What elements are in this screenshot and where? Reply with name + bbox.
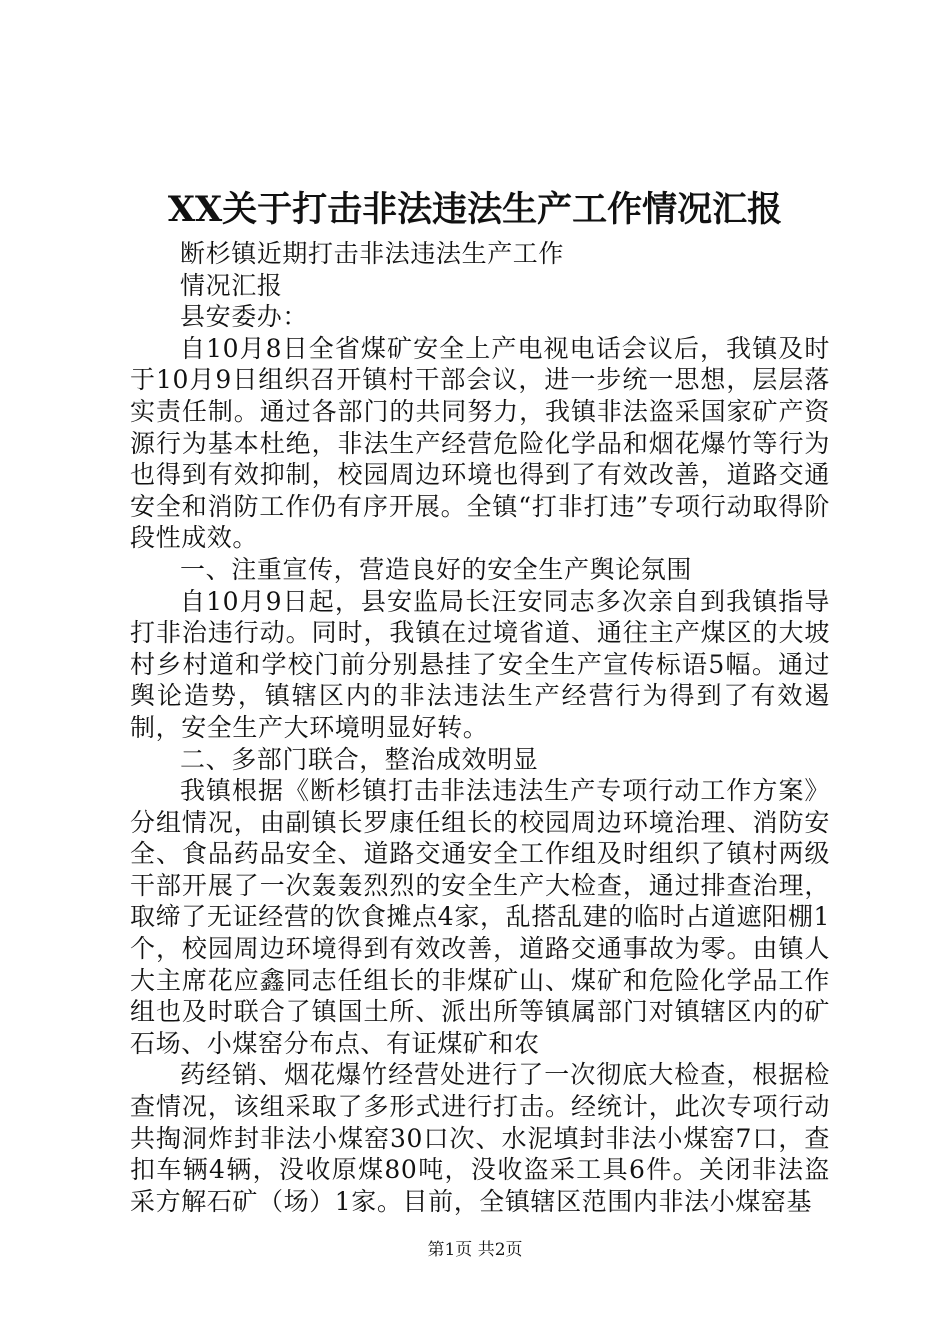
paragraph-section-2: 我镇根据《断杉镇打击非法违法生产专项行动工作方案》分组情况，由副镇长罗康任组长的校园周边环境治理、消防安全、食品药品安全、道路交通安全工作组及时组织了镇村两级干部开展了一次轰轰烈烈的安全生产大检查，通过排查治理，取缔了无证经营的饮食摊点4家，乱搭乱建的临时占道遮阳棚1个，校园周边环境得到有效改善，道路交通事故为零。由镇人大主席花应鑫同志任组长的非煤矿山、煤矿和危险化学品工作组也及时联合了镇国土所、派出所等镇属部门对镇辖区内的矿石场、小煤窑分布点、有证煤矿和农: [130, 776, 830, 1058]
paragraph-section-2-cont: 药经销、烟花爆竹经营处进行了一次彻底大检查，根据检查情况，该组采取了多形式进行打击。经统计，此次专项行动共掏洞炸封非法小煤窑30口次、水泥填封非法小煤窑7口，查扣车辆4辆，没收原煤80吨，没收盗采工具6件。关闭非法盗采方解石矿（场）1家。目前，全镇辖区范围内非法小煤窑基: [130, 1060, 830, 1216]
paragraph-section-1: 自10月9日起，县安监局长汪安同志多次亲自到我镇指导打非治违行动。同时，我镇在过境省道、通往主产煤区的大坡村乡村道和学校门前分别悬挂了安全生产宣传标语5幅。通过舆论造势，镇辖区内的非法违法生产经营行为得到了有效遏制，安全生产大环境明显好转。: [130, 586, 830, 742]
paragraph-subtitle-line2: 情况汇报: [180, 270, 283, 300]
document-title: XX关于打击非法违法生产工作情况汇报: [167, 189, 783, 230]
section-heading-1: 一、注重宣传，营造良好的安全生产舆论氛围: [180, 554, 693, 584]
paragraph-addressee: 县安委办：: [180, 302, 309, 332]
paragraph-intro: 自10月8日全省煤矿安全上产电视电话会议后，我镇及时于10月9日组织召开镇村干部会议，进一步统一思想，层层落实责任制。通过各部门的共同努力，我镇非法盗采国家矿产资源行为基本杜绝，非法生产经营危险化学品和烟花爆竹等行为也得到有效抑制，校园周边环境也得到了有效改善，道路交通安全和消防工作仍有序开展。全镇“打非打违”专项行动取得阶段性成效。: [130, 333, 830, 553]
page-footer: 第1页 共2页: [427, 1240, 523, 1260]
section-heading-2: 二、多部门联合，整治成效明显: [180, 744, 539, 774]
paragraph-subtitle-line1: 断杉镇近期打击非法违法生产工作: [180, 239, 565, 268]
document-body: [130, 238, 830, 1217]
